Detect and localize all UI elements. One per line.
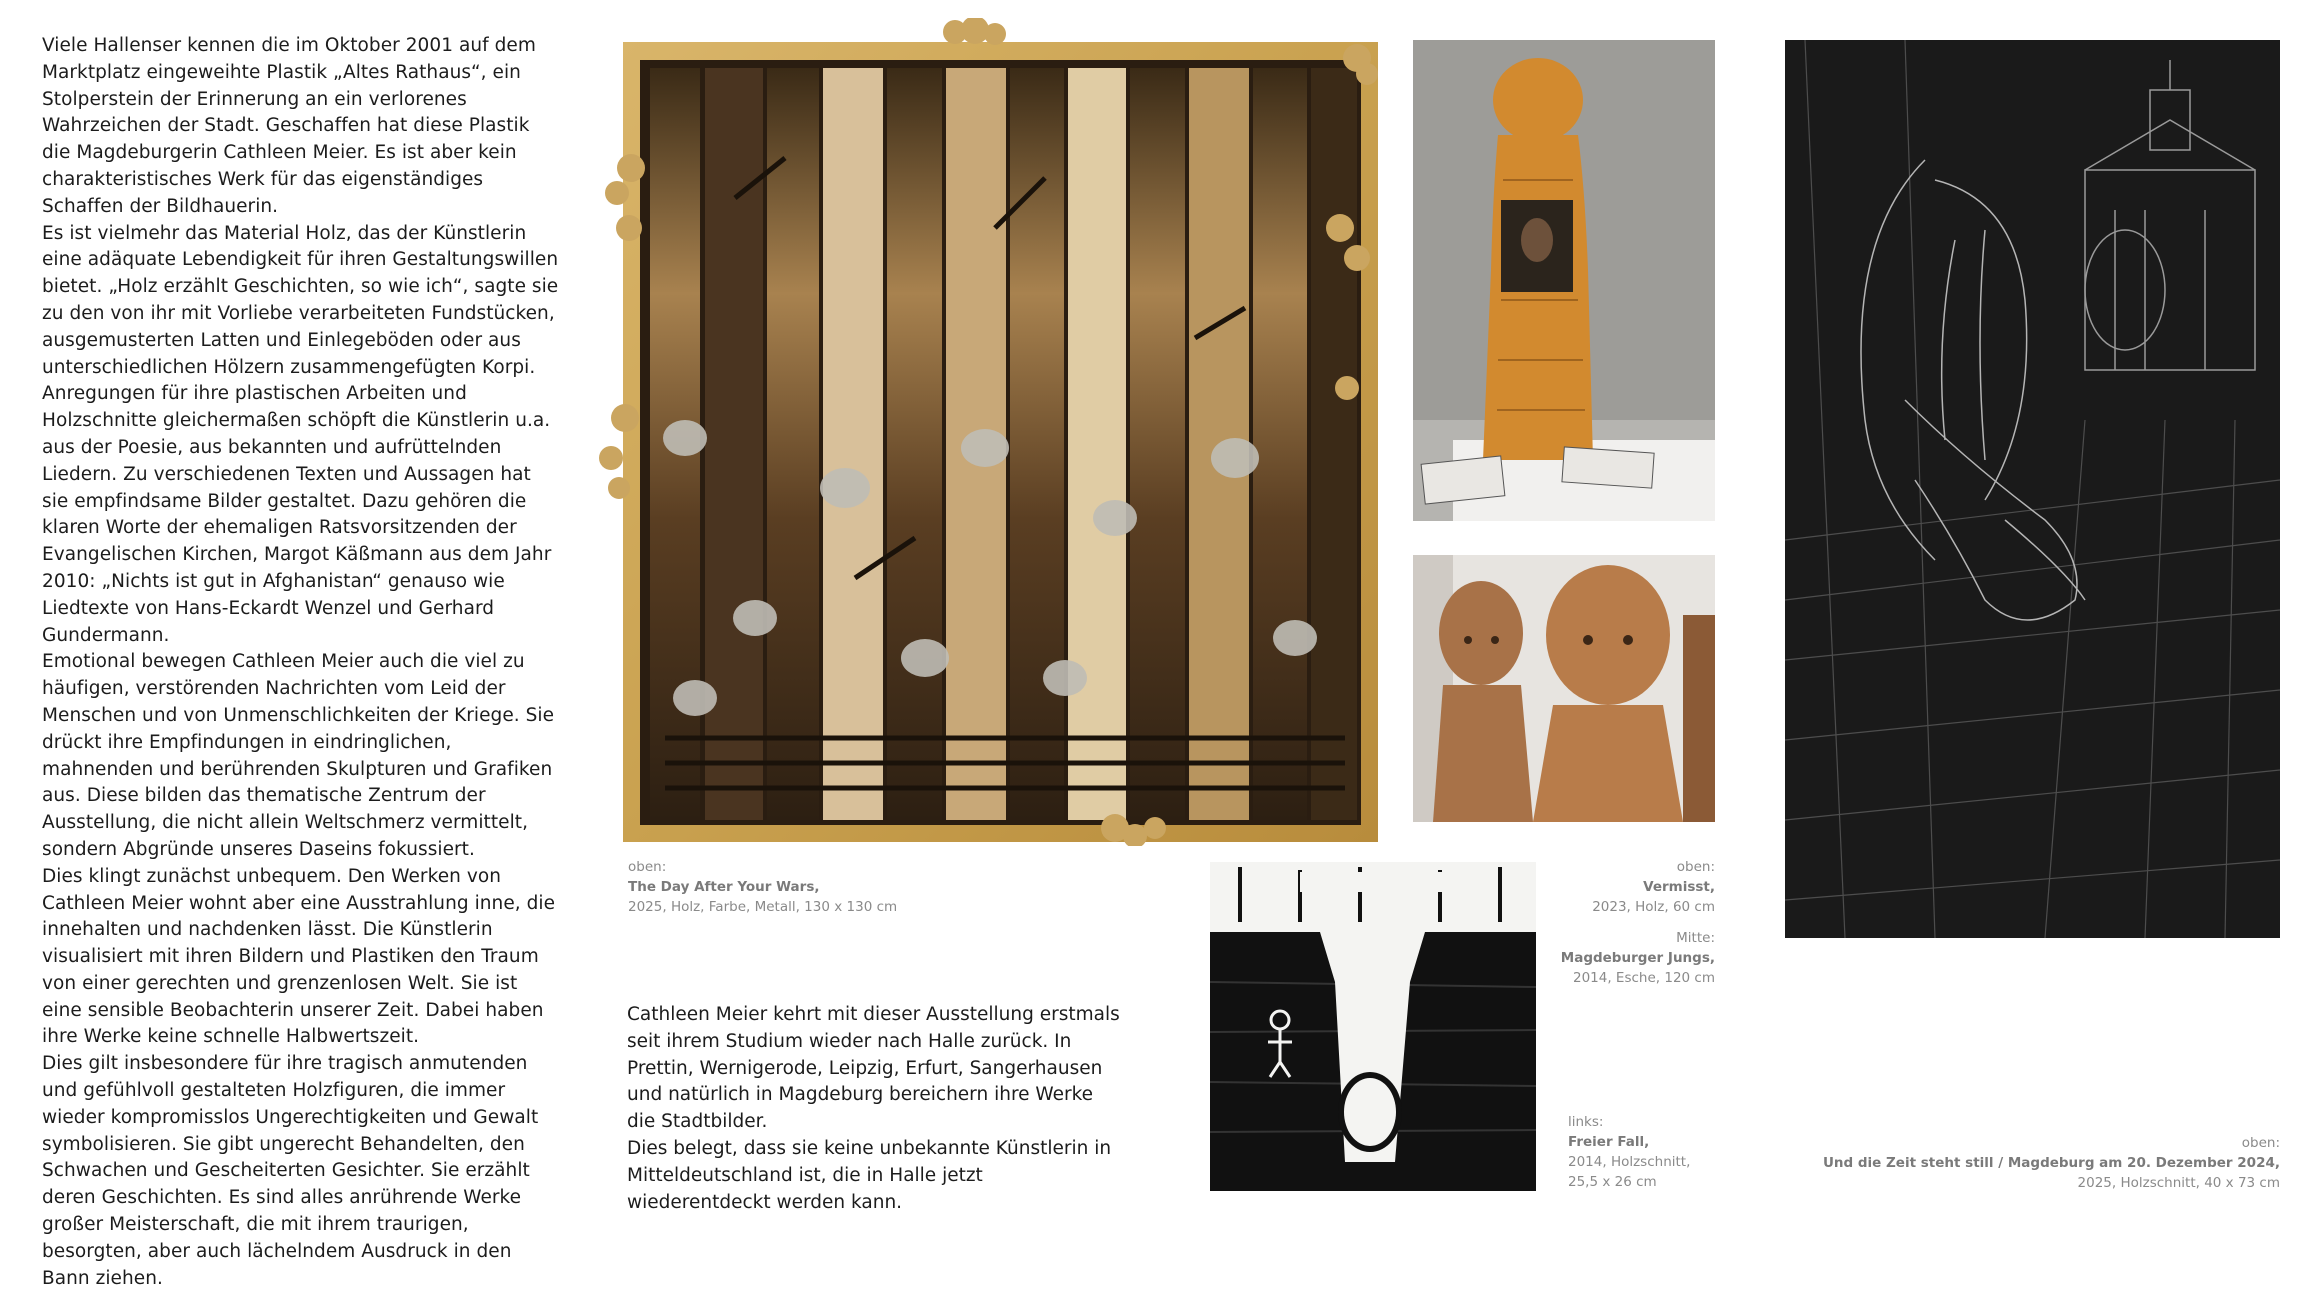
article-bottom-text (627, 1002, 1127, 1216)
artwork-magdeburger-jungs-image (1413, 555, 1715, 822)
caption-position: oben: (628, 859, 667, 875)
caption-info: 2025, Holz, Farbe, Metall, 130 x 130 cm (628, 899, 898, 915)
article-paragraph: Es ist vielmehr das Material Holz, das der Künstlerin eine adäquate Lebendigkeit für ihren Gestaltungswillen bietet. „Holz erzählt Geschichten, so wie ich“, sagte sie zu den von ihr mit Vorliebe verarbeiteten Fundstücken, ausgemusterten Latten und Einlegeböden oder aus unterschiedlichen Hölzern zusammengefügten Korpi. (42, 222, 559, 378)
caption-day-after (628, 857, 897, 917)
caption-freier-fall (1568, 1112, 1690, 1192)
caption-title: Und die Zeit steht still / Magdeburg am 20. Dezember 2024, (1822, 1155, 2280, 1171)
caption-info: 2014, Holzschnitt, (1568, 1154, 1691, 1170)
caption-position: links: (1568, 1114, 1604, 1130)
article-paragraph: Dies belegt, dass sie keine unbekannte Künstlerin in Mitteldeutschland ist, die in Halle jetzt wiederentdeckt werden kann. (627, 1137, 1112, 1213)
artwork-vermisst-image (1413, 40, 1715, 521)
caption-title: The Day After Your Wars, (628, 879, 820, 895)
caption-zeit-steht-still (1823, 1133, 2280, 1193)
article-paragraph: Cathleen Meier kehrt mit dieser Ausstellung erstmals seit ihrem Studium wieder nach Halle zurück. In Prettin, Wernigerode, Leipzig, Erfurt, Sangerhausen und natürlich in Magdeburg bereichern ihre Werke die Stadtbilder. (627, 1004, 1120, 1133)
caption-position: oben: (1676, 859, 1715, 875)
article-paragraph: Emotional bewegen Cathleen Meier auch die viel zu häufigen, verstörenden Nachrichten vom Leid der Menschen und von Unmenschlichkeiten der Kriege. Sie drückt ihre Empfindungen in eindringlichen, mahnenden und berührenden Skulpturen und Grafiken aus. Diese bilden das thematische Zentrum der Ausstellung, die nicht allein Weltschmerz vermittelt, sondern Abgründe unseres Daseins fokussiert. (42, 651, 555, 860)
caption-title: Magdeburger Jungs, (1560, 950, 1715, 966)
caption-info: 2025, Holzschnitt, 40 x 73 cm (2077, 1175, 2280, 1191)
article-paragraph: Dies klingt zunächst unbequem. Den Werken von Cathleen Meier wohnt aber eine Ausstrahlung inne, die innehalten und nachdenken lässt. Die Künstlerin visualisiert mit ihren Bildern und Plastiken den Traum von einer gerechten und grenzenlosen Welt. Sie ist eine sensible Beobachterin unserer Zeit. Dabei haben ihre Werke keine schnelle Halbwertszeit. (42, 865, 556, 1048)
article-paragraph: Anregungen für ihre plastischen Arbeiten und Holzschnitte gleichermaßen schöpft die Künstlerin u.a. aus der Poesie, aus bekannten und aufrüttelnden Liedern. Zu verschiedenen Texten und Aussagen hat sie empfindsame Bilder gestaltet. Dazu gehören die klaren Worte der ehemaligen Ratsvorsitzenden der Evangelischen Kirchen, Margot Käßmann aus dem Jahr 2010: „Nichts ist gut in Afghanistan“ genauso wie Liedtexte von Hans-Eckardt Wenzel und Gerhard Gundermann. (42, 383, 552, 646)
caption-title: Vermisst, (1643, 879, 1715, 895)
artwork-freier-fall-image (1210, 862, 1536, 1191)
caption-position: oben: (2241, 1135, 2280, 1151)
article-paragraph: Dies gilt insbesondere für ihre tragisch anmutenden und gefühlvoll gestalteten Holzfiguren, die immer wieder kompromisslos Ungerechtigkeiten und Gewalt symbolisieren. Sie gibt ungerecht Behandelten, den Schwachen und Gescheiterten Gesichter. Sie erzählt deren Geschichten. Es sind alles anrührende Werke großer Meisterschaft, die mit ihrem traurigen, besorgten, aber auch lächelndem Ausdruck in den Bann ziehen. (42, 1053, 539, 1289)
article-paragraph: Viele Hallenser kennen die im Oktober 2001 auf dem Marktplatz eingeweihte Plastik „Altes Rathaus“, ein Stolperstein der Erinnerung an ein verlorenes Wahrzeichen der Stadt. Geschaffen hat diese Plastik die Magdeburgerin Cathleen Meier. Es ist aber kein charakteristisches Werk für das eigenständiges Schaffen der Bildhauerin. (42, 35, 536, 217)
caption-position: Mitte: (1676, 930, 1715, 946)
artwork-day-after-image (595, 18, 1380, 846)
caption-info: 2014, Esche, 120 cm (1572, 970, 1715, 986)
caption-magdeburger-jungs (1561, 928, 1715, 988)
caption-title: Freier Fall, (1568, 1134, 1650, 1150)
caption-vermisst (1592, 857, 1715, 917)
caption-info: 25,5 x 26 cm (1568, 1174, 1657, 1190)
caption-info: 2023, Holz, 60 cm (1592, 899, 1715, 915)
article-main-text (42, 33, 562, 1292)
artwork-zeit-steht-still-image (1785, 40, 2280, 938)
